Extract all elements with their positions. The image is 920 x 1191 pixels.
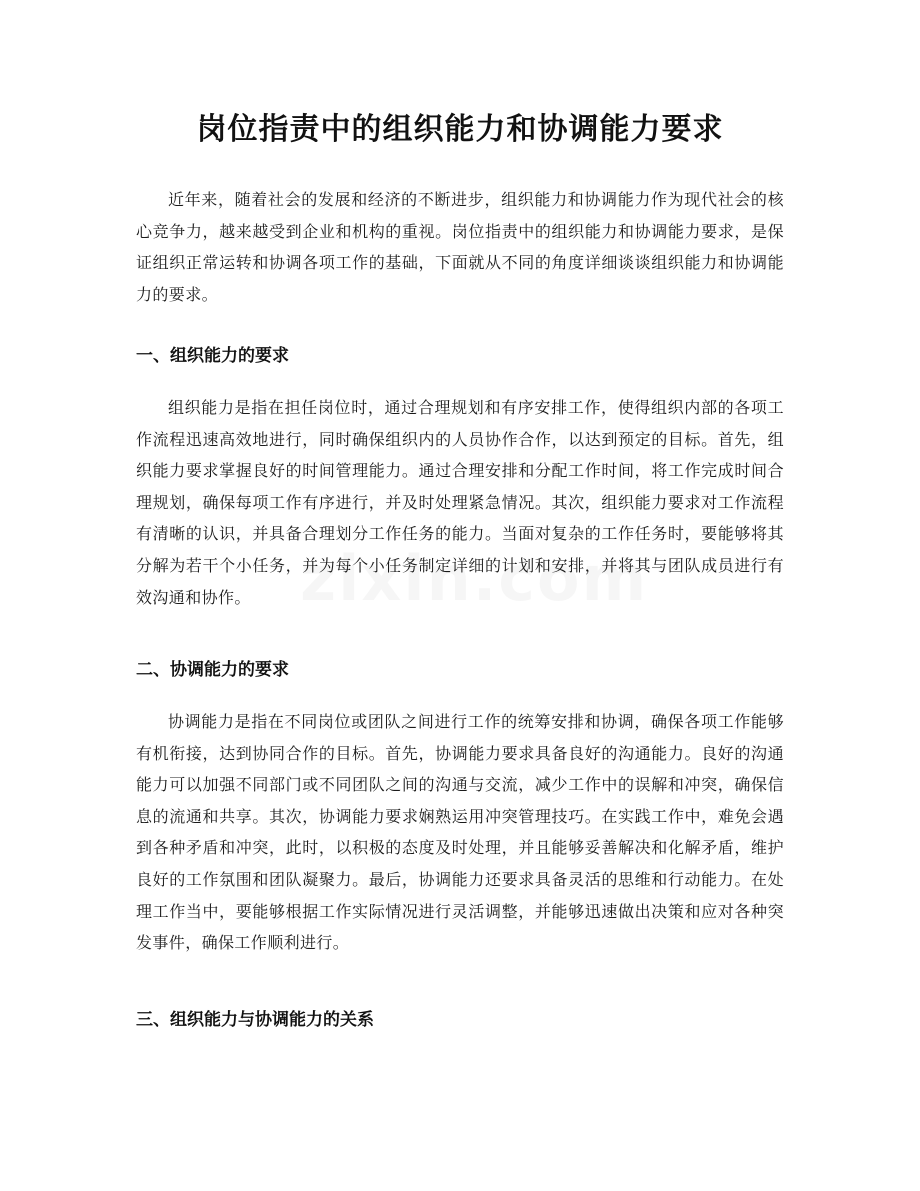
section-heading-organization: 一、组织能力的要求 — [136, 346, 289, 366]
section-heading-relationship: 三、组织能力与协调能力的关系 — [136, 1010, 374, 1030]
document-title: 岗位指责中的组织能力和协调能力要求 — [196, 112, 724, 147]
section-body-coordination: 协调能力是指在不同岗位或团队之间进行工作的统筹安排和协调，确保各项工作能够有机衔接，达到协同合作的目标。首先，协调能力要求具备良好的沟通能力。良好的沟通能力可以加强不同部门或不同团队之间的沟通与交流，减少工作中的误解和冲突，确保信息的流通和共享。其次，协调能力要求娴熟运用冲突管理技巧。在实践工作中，难免会遇到各种矛盾和冲突，此时，以积极的态度及时处理，并且能够妥善解决和化解矛盾，维护良好的工作氛围和团队凝聚力。最后，协调能力还要求具备灵活的思维和行动能力。在处理工作当中，要能够根据工作实际情况进行灵活调整，并能够迅速做出决策和应对各种突发事件，确保工作顺利进行。 — [136, 712, 784, 953]
section-body-organization: 组织能力是指在担任岗位时，通过合理规划和有序安排工作，使得组织内部的各项工作流程迅速高效地进行，同时确保组织内的人员协作合作，以达到预定的目标。首先，组织能力要求掌握良好的时间管理能力。通过合理安排和分配工作时间，将工作完成时间合理规划，确保每项工作有序进行，并及时处理紧急情况。其次，组织能力要求对工作流程有清晰的认识，并具备合理划分工作任务的能力。当面对复杂的工作任务时，要能够将其分解为若干个小任务，并为每个小任务制定详细的计划和安排，并将其与团队成员进行有效沟通和协作。 — [136, 398, 784, 607]
section-heading-coordination: 二、协调能力的要求 — [136, 660, 289, 680]
intro-paragraph: 近年来，随着社会的发展和经济的不断进步，组织能力和协调能力作为现代社会的核心竞争力，越来越受到企业和机构的重视。岗位指责中的组织能力和协调能力要求，是保证组织正常运转和协调各项工作的基础，下面就从不同的角度详细谈谈组织能力和协调能力的要求。 — [136, 190, 784, 304]
